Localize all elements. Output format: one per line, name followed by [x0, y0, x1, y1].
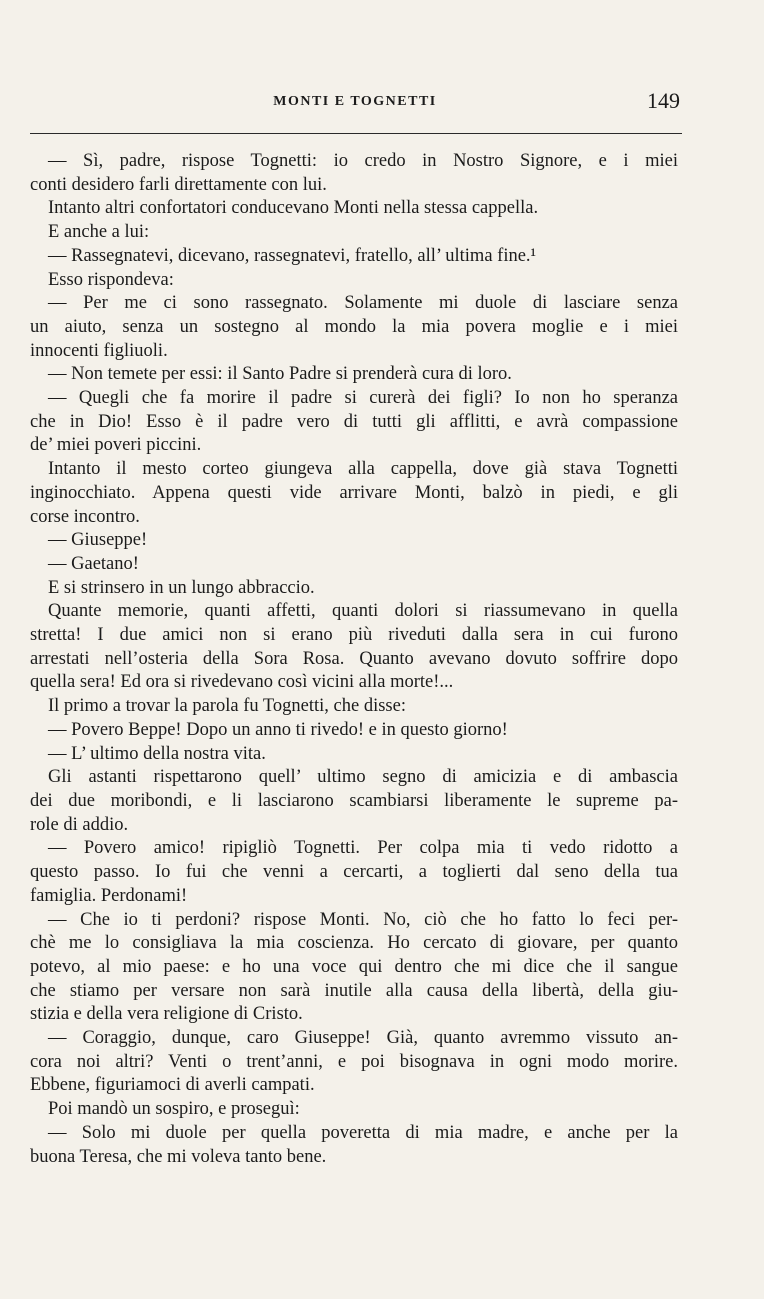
- text-line: cora noi altri? Venti o trent’anni, e poi bisognava in ogni modo morire.: [30, 1051, 678, 1072]
- text-line: — Rassegnatevi, dicevano, rassegnatevi, fratello, all’ ultima fine.¹: [48, 245, 537, 266]
- text-line: role di addio.: [30, 814, 129, 835]
- body-text: [30, 150, 678, 1169]
- text-line: che in Dio! Esso è il padre vero di tutti gli afflitti, e avrà compassione: [30, 411, 678, 432]
- running-head: MONTI E TOGNETTI: [273, 94, 437, 109]
- text-line: inginocchiato. Appena questi vide arrivare Monti, balzò in piedi, e gli: [30, 482, 678, 503]
- text-line: de’ miei poveri piccini.: [30, 435, 202, 456]
- text-line: — Solo mi duole per quella poveretta di mia madre, e anche per la: [48, 1122, 678, 1143]
- text-line: Esso rispondeva:: [48, 269, 174, 290]
- text-line: — Povero amico! ripigliò Tognetti. Per colpa mia ti vedo ridotto a: [48, 838, 678, 859]
- text-line: — Quegli che fa morire il padre si curerà dei figli? Io non ho speranza: [48, 388, 678, 409]
- text-line: — Per me ci sono rassegnato. Solamente mi duole di lasciare senza: [48, 293, 678, 314]
- text-line: Il primo a trovar la parola fu Tognetti, che disse:: [48, 696, 406, 717]
- text-line: quella sera! Ed ora si rivedevano così vicini alla morte!...: [30, 672, 454, 693]
- text-line: Poi mandò un sospiro, e proseguì:: [48, 1099, 300, 1120]
- text-line: — Sì, padre, rispose Tognetti: io credo in Nostro Signore, e i miei: [48, 151, 678, 171]
- text-line: — Giuseppe!: [48, 530, 148, 551]
- text-line: — L’ ultimo della nostra vita.: [48, 743, 266, 764]
- text-line: Quante memorie, quanti affetti, quanti dolori si riassumevano in quella: [48, 601, 678, 622]
- text-line: famiglia. Perdonami!: [30, 885, 188, 906]
- text-line: arrestati nell’osteria della Sora Rosa. Quanto avevano dovuto soffrire dopo: [30, 648, 678, 669]
- text-line: corse incontro.: [30, 506, 140, 527]
- text-line: Intanto il mesto corteo giungeva alla cappella, dove già stava Tognetti: [48, 459, 678, 480]
- text-line: questo passo. Io fui che venni a cercarti, a toglierti dal seno della tua: [30, 862, 678, 883]
- text-line: Intanto altri confortatori conducevano Monti nella stessa cappella.: [48, 198, 539, 219]
- text-line: — Gaetano!: [48, 553, 139, 574]
- text-line: conti desidero farli direttamente con lui.: [30, 174, 327, 195]
- text-line: chè me lo consigliava la mia coscienza. Ho cercato di giovare, per quanto: [30, 933, 678, 954]
- page-header: [30, 88, 680, 118]
- text-line: buona Teresa, che mi voleva tanto bene.: [30, 1146, 327, 1167]
- text-line: innocenti figliuoli.: [30, 340, 168, 361]
- text-line: un aiuto, senza un sostegno al mondo la mia povera moglie e i miei: [30, 316, 678, 337]
- text-line: — Che io ti perdoni? rispose Monti. No, ciò che ho fatto lo feci per-: [48, 909, 678, 930]
- text-line: — Non temete per essi: il Santo Padre si prenderà cura di loro.: [48, 364, 512, 385]
- text-line: Gli astanti rispettarono quell’ ultimo segno di amicizia e di ambascia: [48, 767, 678, 788]
- text-line: dei due moribondi, e li lasciarono scambiarsi liberamente le supreme pa-: [30, 790, 678, 811]
- text-line: potevo, al mio paese: e ho una voce qui dentro che mi dice che il sangue: [30, 956, 678, 977]
- text-line: Ebbene, figuriamoci di averli campati.: [30, 1075, 315, 1096]
- text-line: che stiamo per versare non sarà inutile alla causa della libertà, della giu-: [30, 980, 678, 1001]
- text-line: E anche a lui:: [48, 222, 150, 243]
- text-line: stizia e della vera religione di Cristo.: [30, 1004, 303, 1025]
- text-line: E si strinsero in un lungo abbraccio.: [48, 577, 315, 598]
- text-line: stretta! I due amici non si erano più riveduti dalla sera in cui furono: [30, 625, 678, 646]
- text-line: — Coraggio, dunque, caro Giuseppe! Già, quanto avremmo vissuto an-: [48, 1028, 678, 1049]
- page-number: 149: [647, 88, 680, 113]
- header-rule: [30, 133, 682, 134]
- text-line: — Povero Beppe! Dopo un anno ti rivedo! e in questo giorno!: [48, 719, 508, 740]
